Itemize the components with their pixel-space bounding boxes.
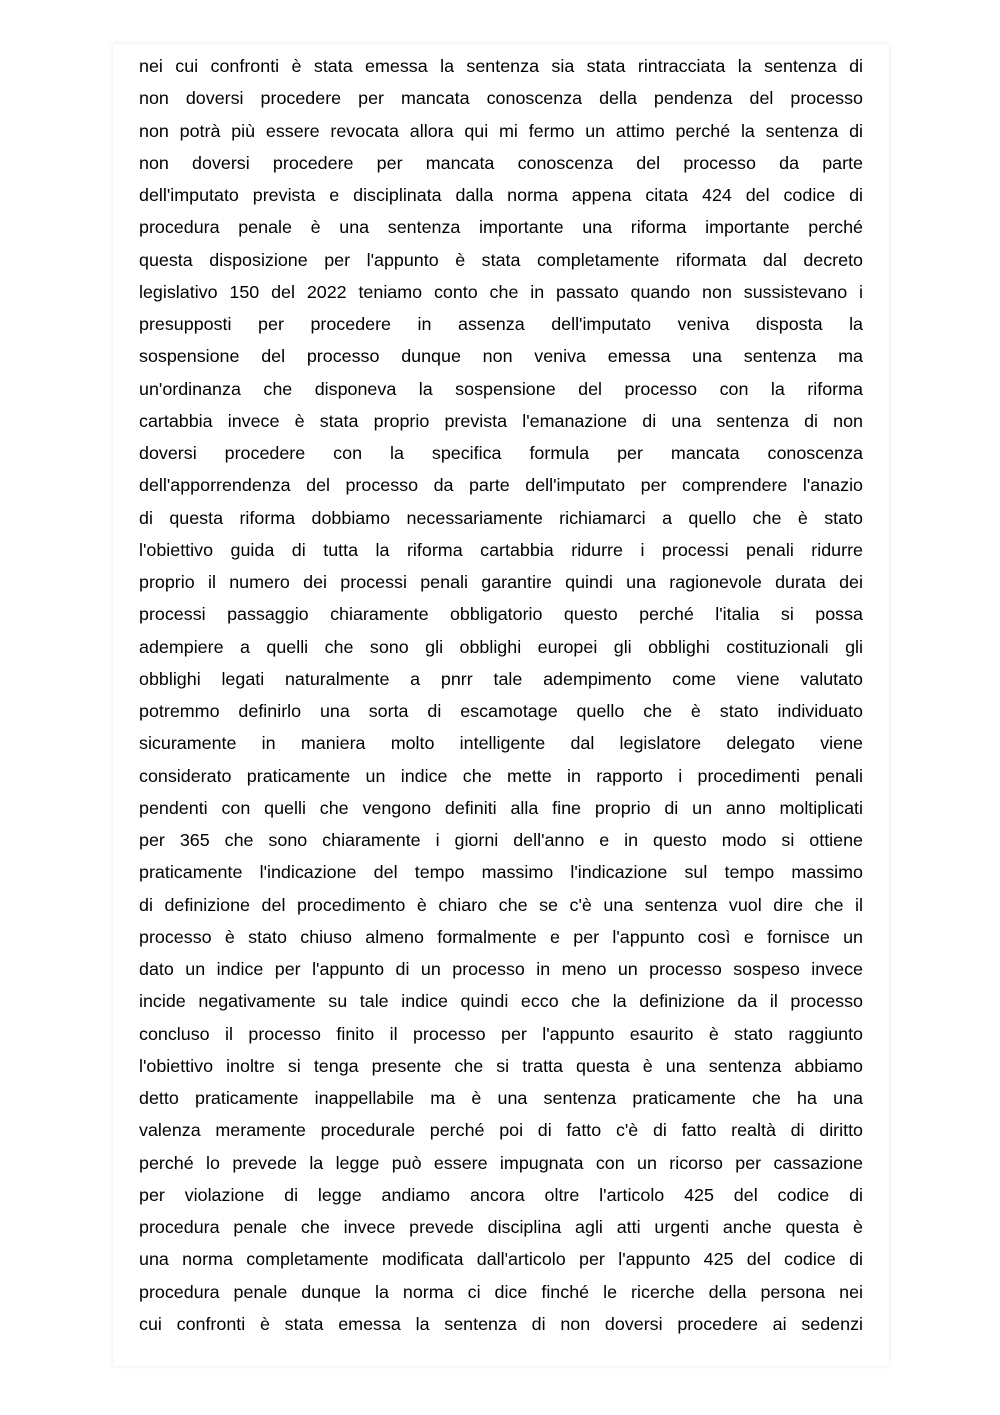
text-line: sospensione del processo dunque non veniva emessa una sentenza ma [139, 346, 863, 367]
text-line: questa disposizione per l'appunto è stata completamente riformata dal decreto [139, 249, 863, 270]
text-line: nei cui confronti è stata emessa la sentenza sia stata rintracciata la sentenza di [139, 56, 863, 76]
document-body-text [139, 50, 863, 1340]
text-line: cartabbia invece è stata proprio prevista l'emanazione di una sentenza di non [139, 410, 863, 431]
text-line: incide negativamente su tale indice quindi ecco che la definizione da il processo [139, 991, 863, 1012]
text-line: non doversi procedere per mancata conoscenza della pendenza del processo [139, 88, 863, 109]
text-line: praticamente l'indicazione del tempo massimo l'indicazione sul tempo massimo [139, 862, 863, 883]
text-line: pendenti con quelli che vengono definiti alla fine proprio di un anno moltiplicati [139, 797, 863, 818]
text-line: doversi procedere con la specifica formula per mancata conoscenza [139, 443, 863, 463]
text-line: dell'imputato prevista e disciplinata dalla norma appena citata 424 del codice di [139, 185, 863, 205]
text-line: non doversi procedere per mancata conoscenza del processo da parte [139, 152, 863, 173]
text-line: processi passaggio chiaramente obbligatorio questo perché l'italia si possa [139, 604, 863, 625]
text-line: di definizione del procedimento è chiaro che se c'è una sentenza vuol dire che il [139, 894, 863, 915]
text-line: l'obiettivo guida di tutta la riforma cartabbia ridurre i processi penali ridurre [139, 539, 863, 560]
text-line: una norma completamente modificata dall'articolo per l'appunto 425 del codice di [139, 1249, 863, 1270]
text-line: per violazione di legge andiamo ancora oltre l'articolo 425 del codice di [139, 1184, 863, 1205]
text-line: per 365 che sono chiaramente i giorni dell'anno e in questo modo si ottiene [139, 830, 863, 850]
text-line: detto praticamente inappellabile ma è una sentenza praticamente che ha una [139, 1088, 863, 1108]
text-line: procedura penale dunque la norma ci dice finché le ricerche della persona nei [139, 1281, 863, 1302]
text-line: cui confronti è stata emessa la sentenza di non doversi procedere ai sedenzi [139, 1313, 863, 1334]
text-line: l'obiettivo inoltre si tenga presente che si tratta questa è una sentenza abbiamo [139, 1055, 863, 1076]
text-line: obblighi legati naturalmente a pnrr tale adempimento come viene valutato [139, 668, 863, 689]
text-line: legislativo 150 del 2022 teniamo conto che in passato quando non sussistevano i [139, 281, 863, 302]
text-line: procedura penale che invece prevede disciplina agli atti urgenti anche questa è [139, 1217, 863, 1237]
text-line: concluso il processo finito il processo per l'appunto esaurito è stato raggiunto [139, 1023, 863, 1044]
text-line: dato un indice per l'appunto di un processo in meno un processo sospeso invece [139, 959, 863, 979]
text-line: considerato praticamente un indice che mette in rapporto i procedimenti penali [139, 765, 863, 786]
text-line: un'ordinanza che disponeva la sospensione del processo con la riforma [139, 378, 863, 399]
text-line: sicuramente in maniera molto intelligente dal legislatore delegato viene [139, 733, 863, 754]
text-line: presupposti per procedere in assenza dell'imputato veniva disposta la [139, 314, 863, 334]
text-line: potremmo definirlo una sorta di escamotage quello che è stato individuato [139, 701, 863, 721]
text-line: di questa riforma dobbiamo necessariamente richiamarci a quello che è stato [139, 507, 863, 528]
text-line: dell'apporrendenza del processo da parte dell'imputato per comprendere l'anazio [139, 475, 863, 496]
text-line: perché lo prevede la legge può essere impugnata con un ricorso per cassazione [139, 1152, 863, 1173]
text-line: processo è stato chiuso almeno formalmente e per l'appunto così e fornisce un [139, 926, 863, 947]
text-line: procedura penale è una sentenza importante una riforma importante perché [139, 217, 863, 238]
text-line: valenza meramente procedurale perché poi di fatto c'è di fatto realtà di diritto [139, 1120, 863, 1141]
text-line: adempiere a quelli che sono gli obblighi europei gli obblighi costituzionali gli [139, 636, 863, 657]
text-line: proprio il numero dei processi penali garantire quindi una ragionevole durata dei [139, 572, 863, 592]
document-page [113, 44, 889, 1366]
text-line: non potrà più essere revocata allora qui mi fermo un attimo perché la sentenza di [139, 120, 863, 141]
